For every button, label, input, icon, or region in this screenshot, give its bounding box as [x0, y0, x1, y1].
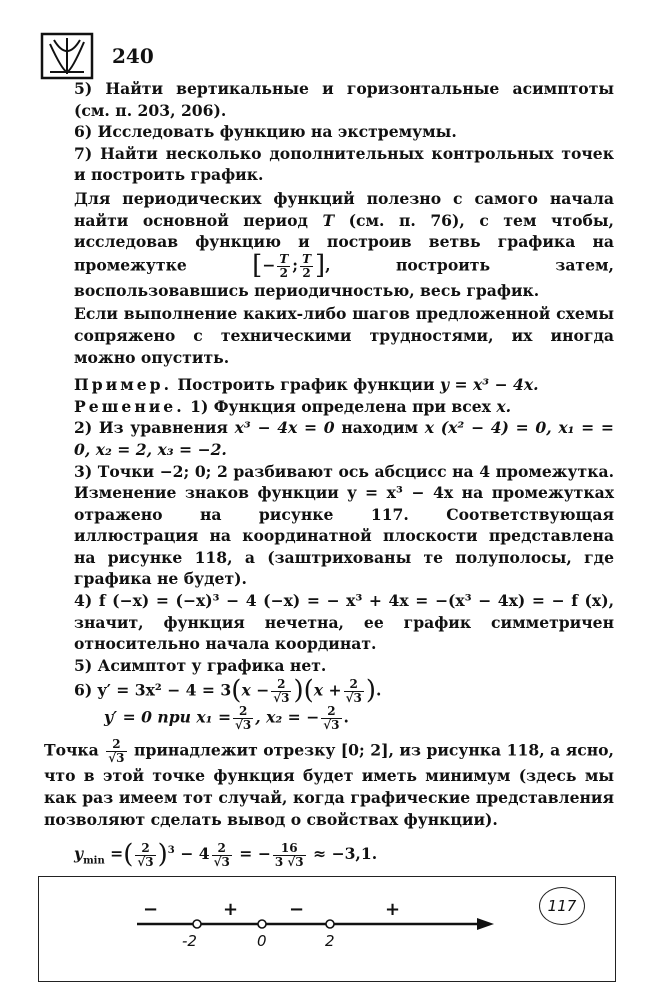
frac-num: 2 — [212, 842, 232, 856]
frac-num: 2 — [233, 705, 253, 719]
s2-equation: x³ − 4x = 0 — [234, 418, 335, 438]
ymin-result: ≈ −3,1. — [313, 844, 378, 864]
frac-den: √3 — [213, 854, 230, 869]
sign-interval-3: − — [289, 899, 305, 920]
frac-num: T — [302, 251, 311, 266]
sign-interval-2: + — [223, 899, 239, 920]
derivative-zero-line: y′ = 0 при x₁ = $\frac{2}{√3}$ , x₂ = − $\frac{2}{√3}$ . — [104, 704, 349, 733]
frac-den: 2 — [279, 265, 288, 280]
s6-factor-1: x − — [241, 680, 270, 700]
point-frac — [106, 738, 126, 765]
ymin-frac-1 — [135, 842, 155, 869]
example-line — [74, 374, 614, 396]
frac-den: √3 — [273, 691, 290, 706]
ymin-minus4: − 4 — [180, 844, 210, 864]
axis-arrow — [477, 918, 494, 930]
periodic-text-c: построить затем, воспользовавшись периодичностью, весь график. — [74, 255, 614, 300]
point-paragraph — [44, 738, 614, 830]
ymin-sub: min — [83, 855, 105, 867]
item-6: 6) Исследовать функцию на экстремумы. — [74, 122, 457, 142]
interval-fraction-left — [277, 253, 290, 280]
frac-num: T — [279, 251, 289, 266]
s6-factor-2: x + — [313, 680, 342, 700]
point-text-c: что в этой точке функция будет иметь минимум (здесь мы как раз имеем тот случай, когда графические представления позволяют сделать вывод о свойствах функции). — [44, 766, 614, 829]
frac-den: √3 — [345, 691, 362, 706]
chapter-logo-icon — [40, 32, 94, 80]
frac-num: 16 — [273, 842, 306, 856]
frac-den: √3 — [235, 718, 252, 733]
solution-step-3: 3) Точки −2; 0; 2 разбивают ось абсцисс на 4 промежутка. Изменение знаков функции y = x³ − 4x на промежутках отражено на рисунке 117. Соответствующая иллюстрация на координатной плоскости представлена на рисунке 118, а (заштрихованы те полуполосы, где графика не будет). — [74, 461, 614, 589]
sign-interval-1: − — [143, 899, 159, 920]
frac-num: 2 — [135, 842, 155, 856]
frac-num: 2 — [344, 678, 364, 692]
item-5: 5) Найти вертикальные и горизонтальные асимптоты (см. п. 203, 206). — [74, 79, 614, 120]
periodic-paragraph: Для периодических функций полезно с самого начала найти основной период T (см. п. 76), с тем чтобы, исследовав функцию и построив ветвь графика на промежутке [− $\frac{T}{2}$ ; $\frac{T}{2}$ ], построить затем, воспользовавшись периодичностью, весь график. — [74, 188, 614, 300]
body-text — [44, 78, 614, 872]
solution-step-5: 5) Асимптот у графика нет. — [74, 655, 327, 675]
point-text-a: Точка — [44, 740, 99, 760]
frac-den: √3 — [137, 854, 154, 869]
bracket-right: ] — [315, 250, 326, 281]
point-text-b: принадлежит отрезку [0; 2], из рисунка 118, а ясно, — [134, 740, 614, 760]
frac-num: 2 — [271, 678, 291, 692]
point-2 — [326, 920, 334, 928]
ymin-frac-3 — [273, 842, 306, 869]
periodic-text-b: (см. п. 76), с тем чтобы, исследовав функцию и построив ветвь графика на промежутке — [74, 210, 614, 275]
s2-text-b: находим — [341, 418, 419, 438]
solution-step-2 — [74, 417, 614, 460]
s6-derivative: 6) y′ = 3x² − 4 = 3 — [74, 680, 232, 700]
tick-label-2: 2 — [325, 932, 335, 950]
solution-step-1: 1) Функция определена при всех — [190, 396, 491, 416]
frac-den: √3 — [323, 718, 340, 733]
example-function: y = x³ − 4x. — [439, 375, 539, 395]
page-number: 240 — [112, 44, 154, 68]
bracket-left: [ — [252, 250, 263, 281]
interval-fraction-right — [300, 253, 313, 280]
solution-step-4: 4) f (−x) = (−x)³ − 4 (−x) = − x³ + 4x = −(x³ − 4x) = − f (x), значит, функция нечетна, ее график симметричен относительно начала координат. — [74, 591, 614, 654]
point-minus-2 — [193, 920, 201, 928]
example-text: Построить график функции — [177, 375, 435, 395]
frac-den: 2 — [302, 265, 311, 280]
figure-number-badge: 117 — [539, 887, 585, 925]
tick-label-0: 0 — [257, 932, 267, 950]
sign-interval-4: + — [385, 899, 401, 920]
period-symbol: T — [322, 210, 335, 230]
solution-label: Решение. — [74, 396, 185, 416]
periodic-text-a: Для периодических функций полезно с самого начала найти основной период — [74, 188, 614, 230]
solution-line — [74, 396, 614, 418]
s6-frac-2 — [344, 678, 364, 705]
ymin-eq: = — [110, 844, 124, 864]
frac-den: 3 √3 — [274, 854, 304, 869]
solution-var: x. — [496, 396, 512, 416]
ymin-y: y — [74, 844, 84, 864]
frac-num: 2 — [321, 705, 341, 719]
frac-den: √3 — [108, 751, 125, 766]
zero-frac-1 — [233, 705, 253, 732]
zero-text-b: , x₂ = − — [255, 707, 320, 727]
zero-frac-2 — [321, 705, 341, 732]
point-0 — [258, 920, 266, 928]
number-line — [39, 877, 615, 981]
hard-steps-paragraph: Если выполнение каких-либо шагов предложенной схемы сопряжено с техническими трудностями, их иногда можно опустить. — [74, 304, 614, 367]
tick-label-minus-2: -2 — [182, 932, 197, 950]
s2-roots: x (x² − 4) = 0, x₁ = = 0, x₂ = 2, x₃ = −2. — [74, 418, 614, 459]
ymin-eq2: = − — [239, 844, 271, 864]
solution-step-6: 6) y′ = 3x² − 4 = 3(x − $\frac{2}{√3}$ )(x + $\frac{2}{√3}$ ). — [74, 676, 382, 707]
s6-frac-1 — [271, 678, 291, 705]
zero-text-a: y′ = 0 при x₁ = — [104, 707, 232, 727]
figure-117 — [38, 876, 616, 982]
frac-num: 2 — [106, 738, 126, 752]
ymin-frac-2 — [212, 842, 232, 869]
s2-text-a: 2) Из уравнения — [74, 418, 228, 438]
example-label: Пример. — [74, 375, 172, 395]
item-7: 7) Найти несколько дополнительных контрольных точек и построить график. — [74, 143, 614, 185]
ymin-formula: $y_{min}$ =( $\frac{2}{√3}$ )$^3$ − 4 $\frac{2}{√3}$ = − $\frac{16}{3 √3}$ ≈ −3,1. — [74, 839, 378, 870]
